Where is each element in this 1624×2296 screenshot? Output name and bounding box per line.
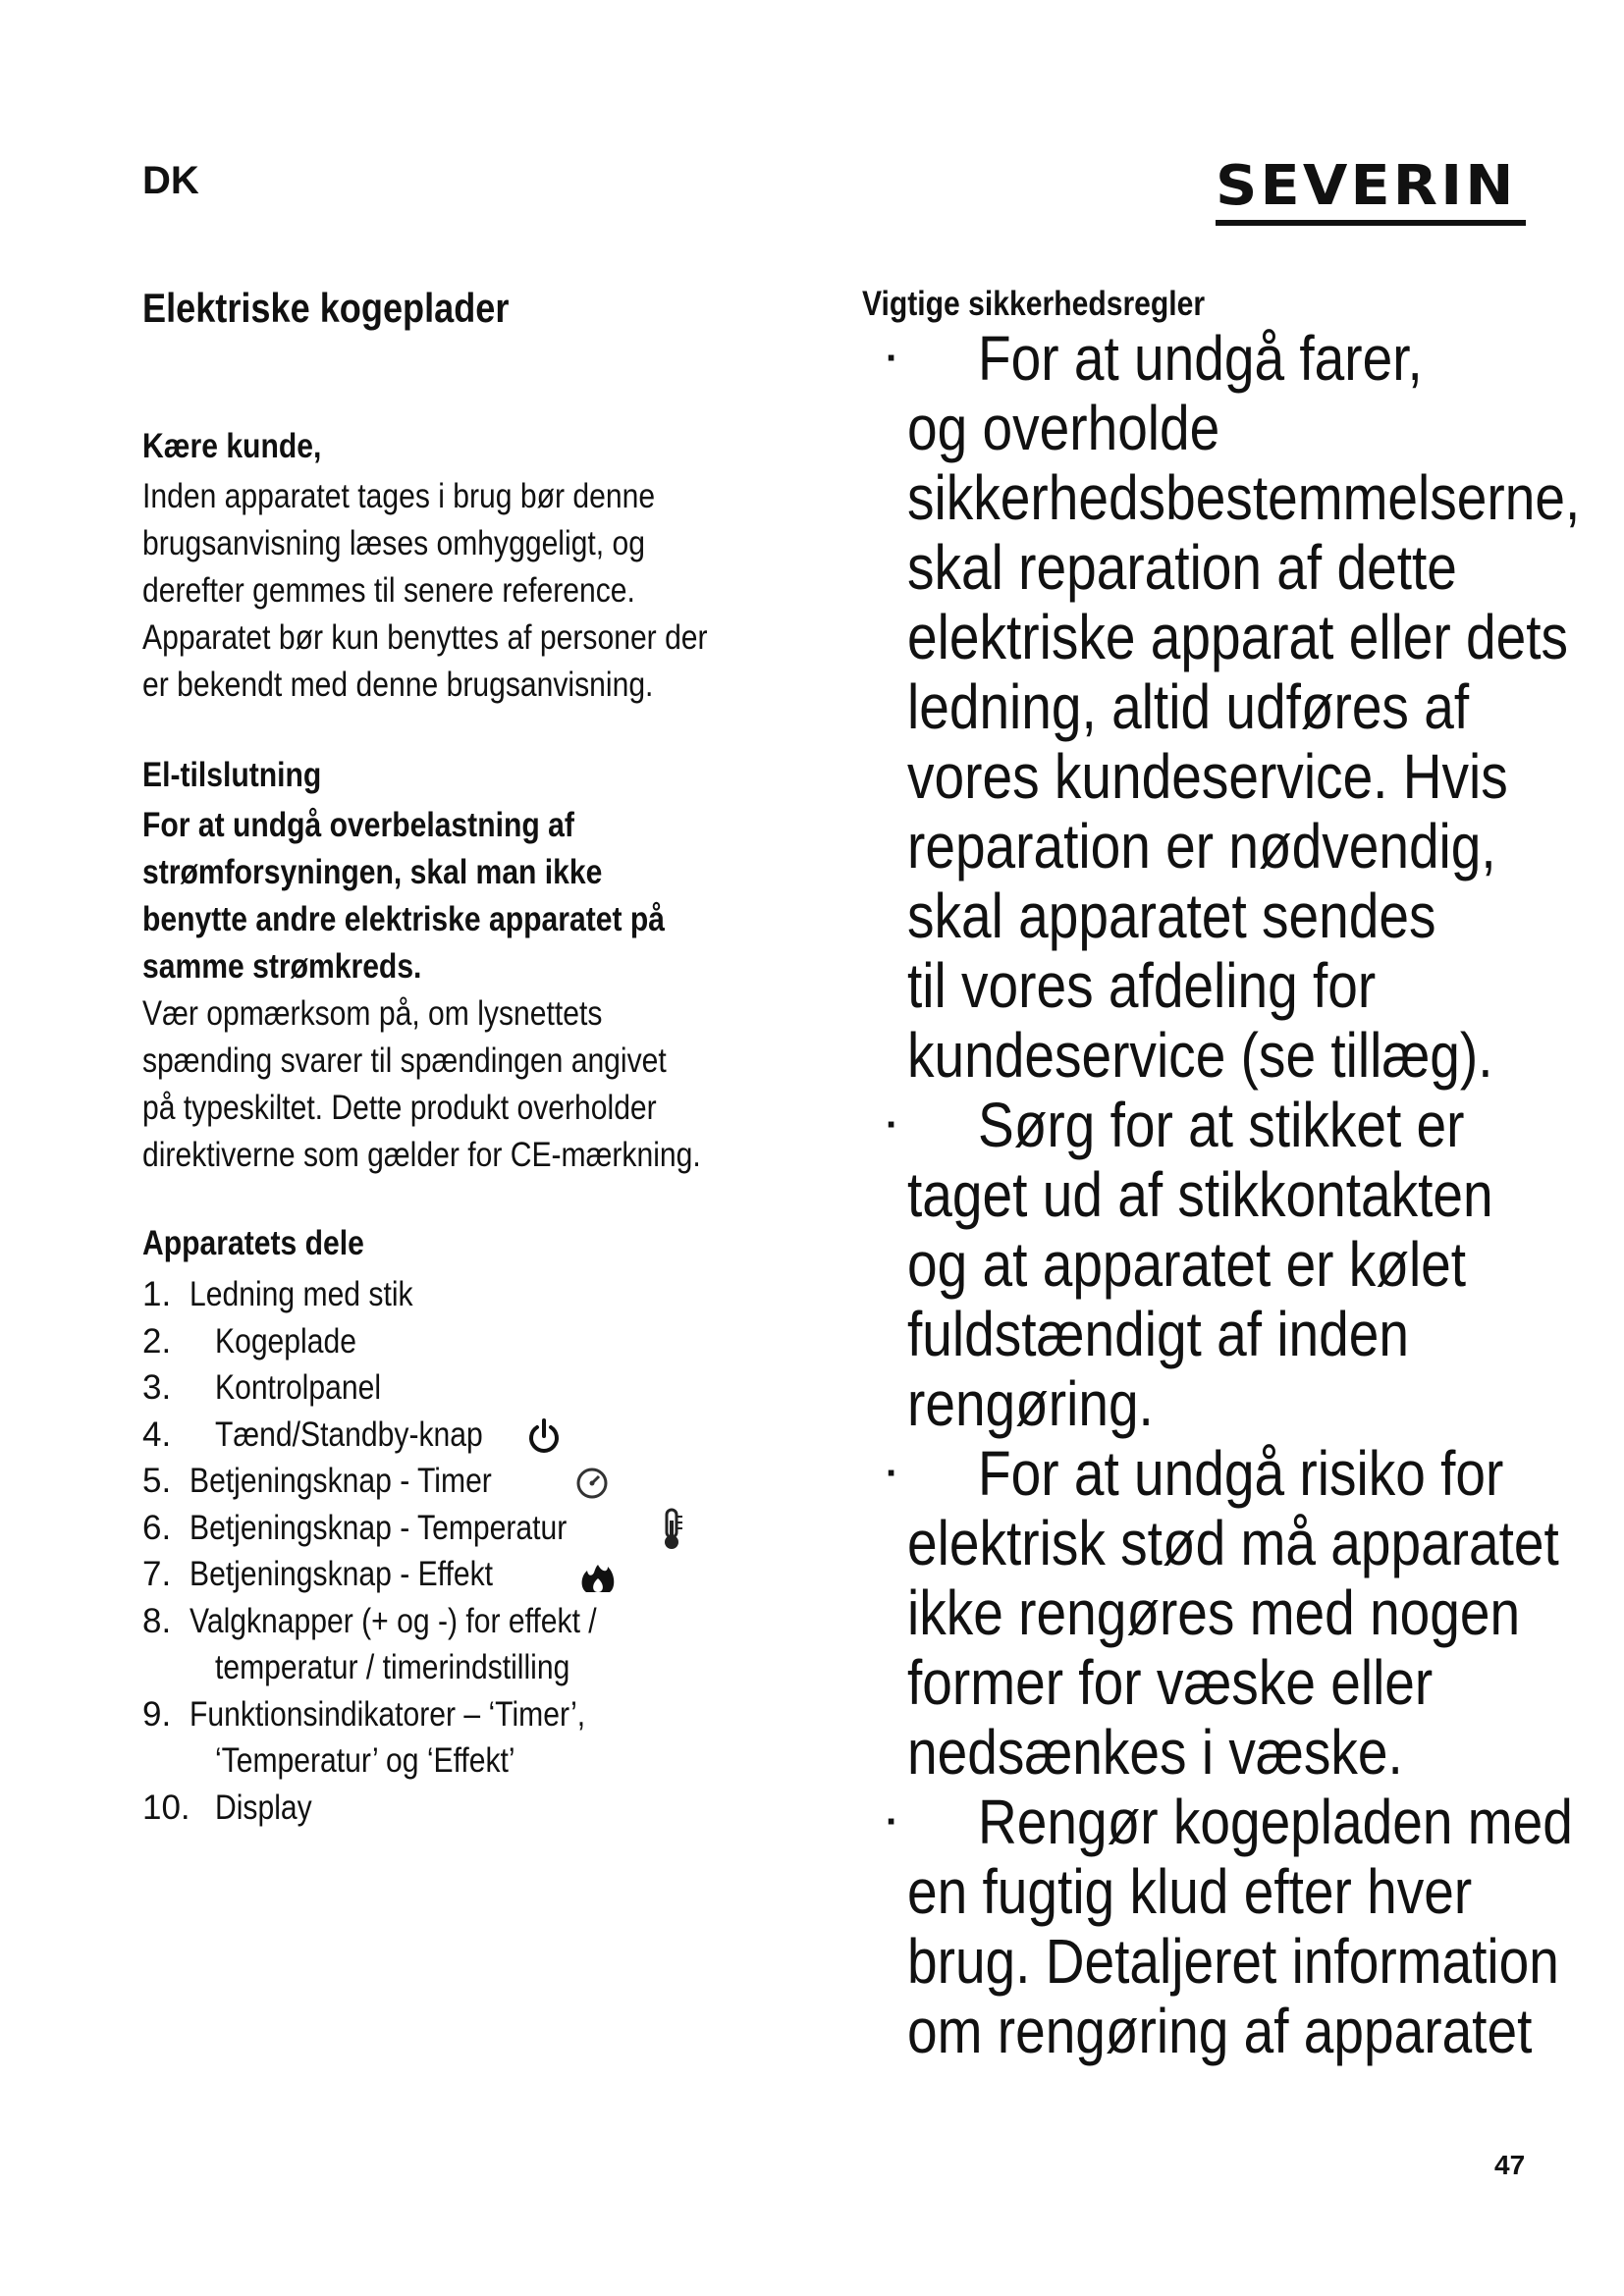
list-item-line: om rengøring af apparatet [907,1996,1533,2066]
safety-heading: Vigtige sikkerhedsregler [862,285,1206,323]
list-item-line: former for væske eller [907,1647,1434,1718]
logo-underline [1216,220,1526,226]
list-item-line: ledning, altid udføres af [907,671,1470,742]
severin-logo [1216,154,1530,226]
connection-paragraph: Vær opmærksom på, om lysnettets spænding svarer til spændingen angivet på typeskiltet. Dette produkt overholder direktiverne som gælder for CE-mærkning. [142,994,701,1174]
list-item-line: brug. Detaljeret information [907,1926,1559,1997]
thermometer-icon [659,1507,684,1552]
list-item-line: sikkerhedsbestemmelserne, [907,462,1581,533]
timer-icon [572,1466,612,1501]
bullet: · [886,1800,899,1843]
list-item-line: kundeservice (se tillæg). [907,1020,1493,1091]
list-item-line: vores kundeservice. Hvis [907,741,1508,812]
brand-wordmark: SEVERIN [1216,154,1517,218]
list-item-line: reparation er nødvendig, [907,811,1496,881]
list-item-line: nedsænkes i væske. [907,1717,1403,1788]
list-item-line: ikke rengøres med nogen [907,1577,1521,1648]
list-item-line: taget ud af stikkontakten [907,1159,1493,1230]
list-item-line: fuldstændigt af inden [907,1299,1410,1369]
list-item: · For at undgå farer, [886,323,1423,394]
list-item-line: elektrisk stød må apparatet [907,1508,1559,1578]
list-item-line: og at apparatet er kølet [907,1229,1467,1300]
greeting-heading: Kære kunde, [142,427,322,465]
page-title: Elektriske kogeplader [142,285,510,331]
list-item-line: skal reparation af dette [907,532,1457,603]
parts-heading: Apparatets dele [142,1224,364,1262]
bullet: · [886,1452,899,1495]
page-number: 47 [1494,2150,1526,2180]
flame-icon [578,1563,618,1596]
list-item: · Sørg for at stikket er [886,1090,1465,1160]
connection-heading: El-tilslutning [142,756,322,794]
list-item-line: og overholde [907,393,1220,463]
safety-list [862,323,1581,2066]
list-item: · Rengør kogepladen med [886,1787,1573,1857]
greeting-paragraph: Inden apparatet tages i brug bør denne brugsanvisning læses omhyggeligt, og derefter gemmes til senere reference. Apparatet bør kun benyttes af personer der er bekendt med denne brugsanvisning. [142,477,708,704]
list-item-line: en fugtig klud efter hver [907,1856,1473,1927]
list-item-line: rengøring. [907,1368,1154,1439]
power-icon [525,1417,563,1457]
bullet: · [886,1103,899,1147]
list-item: · For at undgå risiko for [886,1438,1504,1509]
list-item-line: elektriske apparat eller dets [907,602,1569,672]
language-code: DK [142,159,199,202]
bullet: · [886,337,899,380]
list-item-line: skal apparatet sendes [907,881,1436,951]
list-item-line: til vores afdeling for [907,950,1377,1021]
connection-warning: For at undgå overbelastning af strømforsyningen, skal man ikke benytte andre elektriske apparatet på samme strømkreds. [142,806,665,986]
